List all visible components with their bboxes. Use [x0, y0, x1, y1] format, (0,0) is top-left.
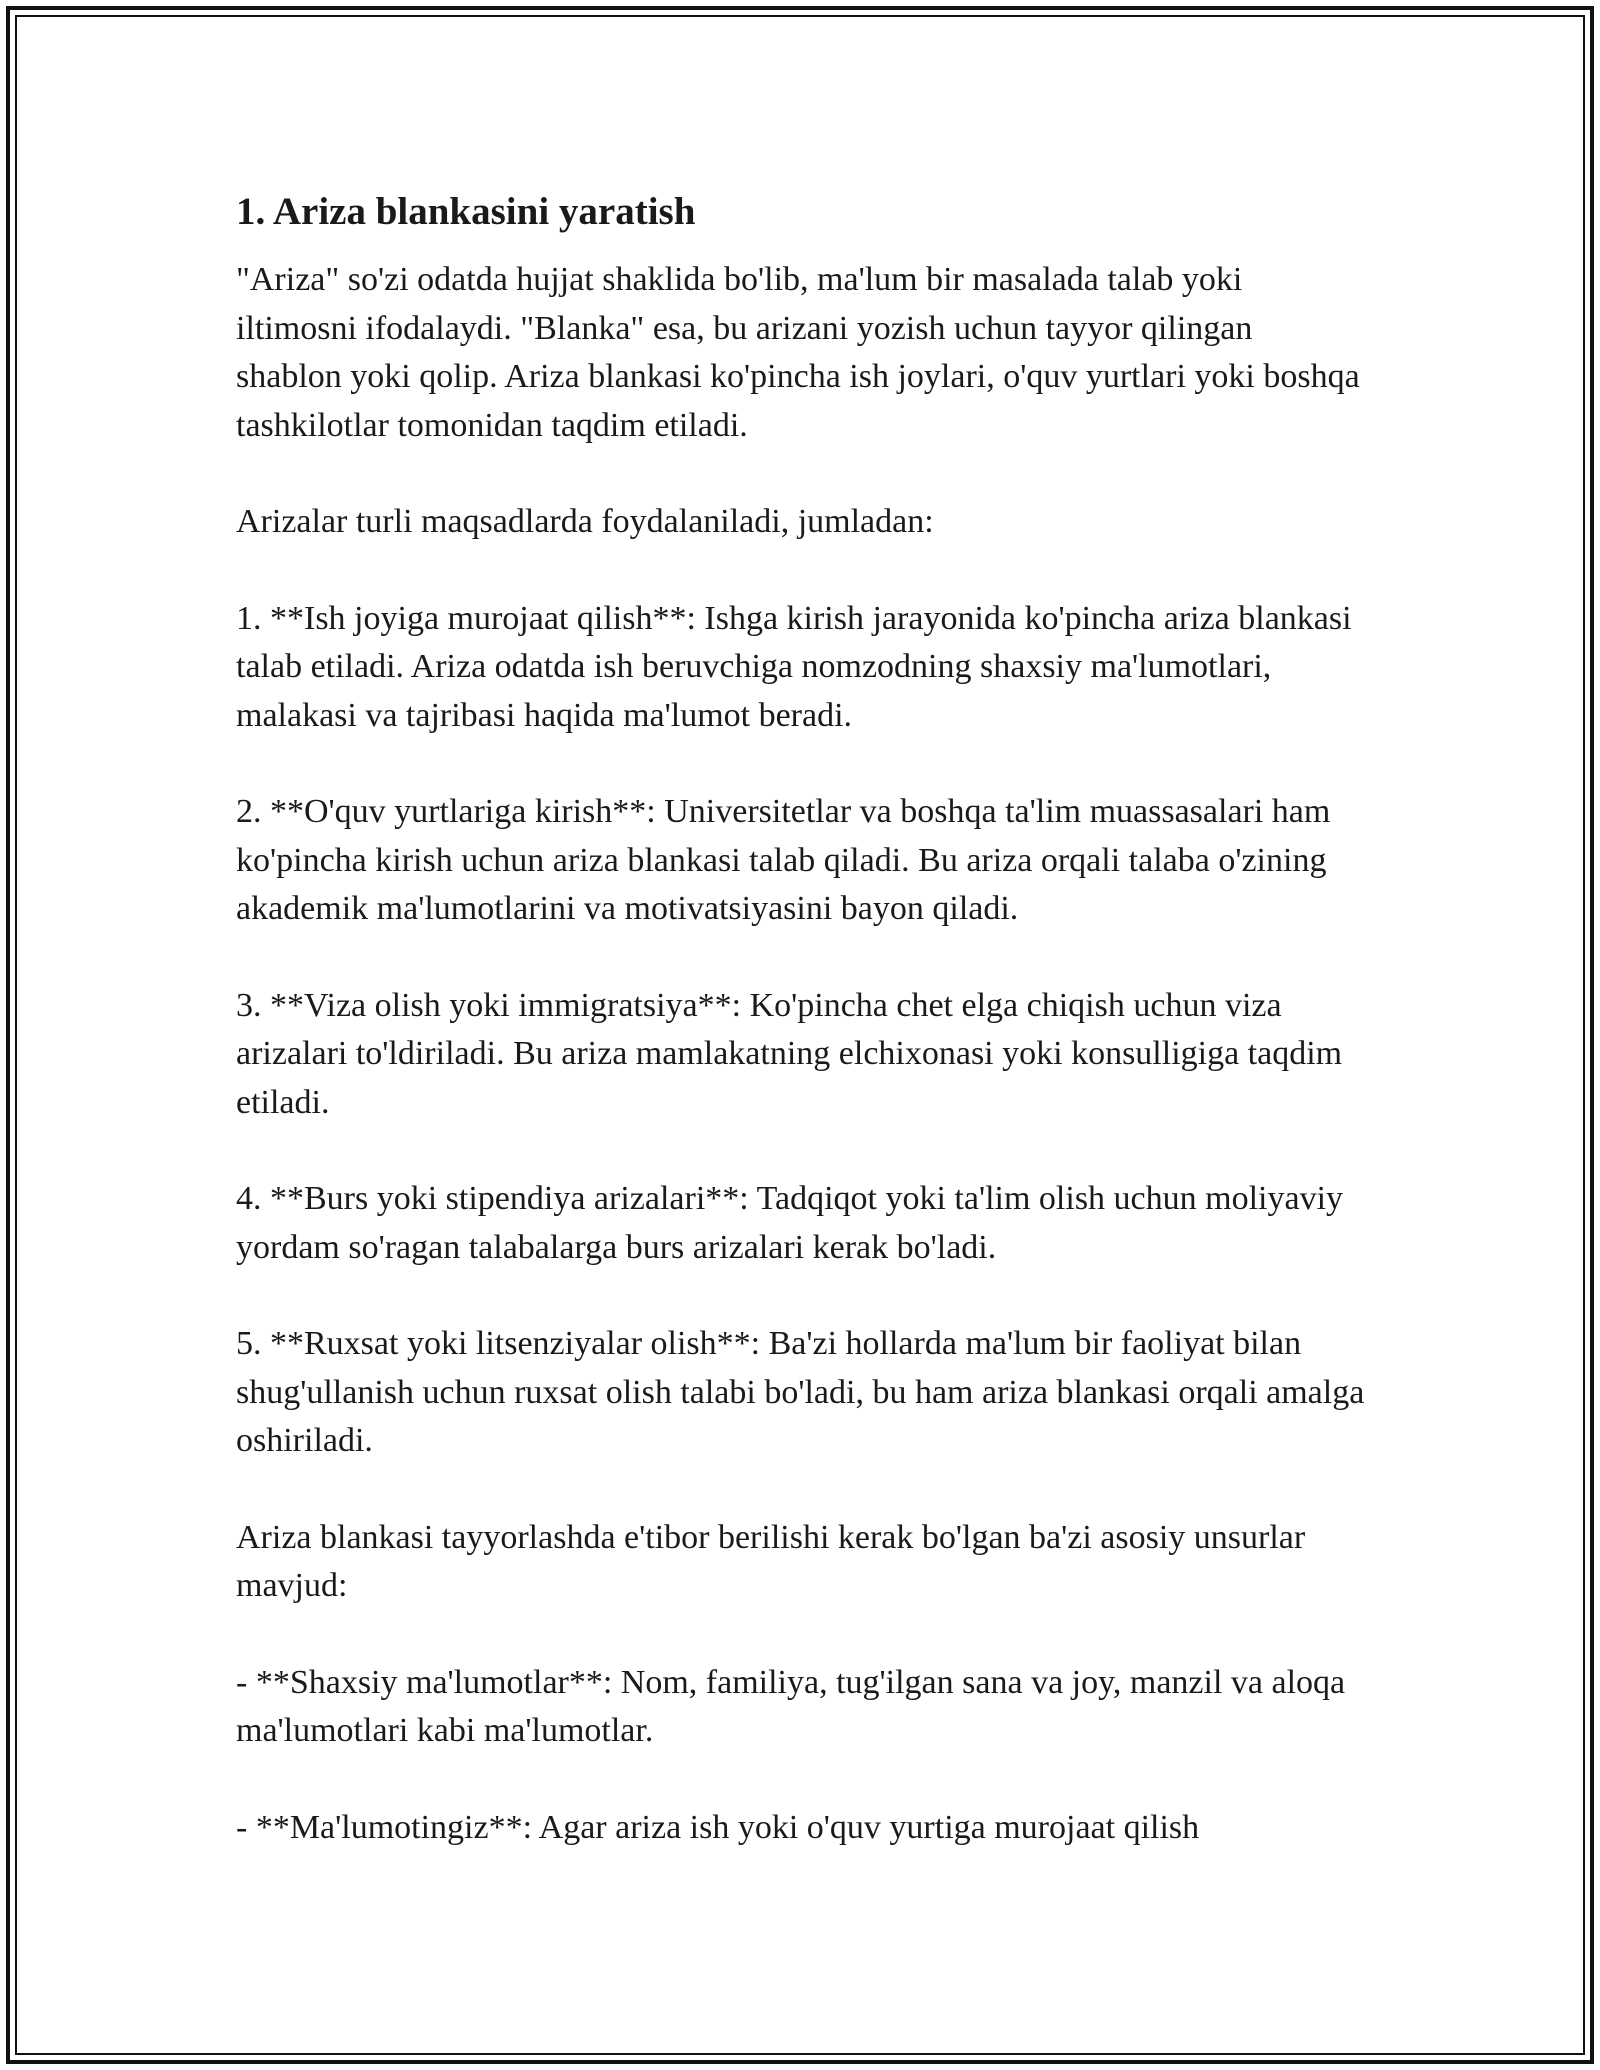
uses-lead-paragraph: Arizalar turli maqsadlarda foydalaniladi, jumladan: [236, 503, 934, 540]
list-item-visa-immigration: 3. **Viza olish yoki immigratsiya**: Ko'pincha chet elga chiqish uchun viza arizalari to'ldiriladi. Bu ariza mamlakatning elchixonasi yoki konsulligiga taqdim etiladi. [236, 986, 1343, 1121]
list-item-job-application: 1. **Ish joyiga murojaat qilish**: Ishga kirish jarayonida ko'pincha ariza blankasi talab etiladi. Ariza odatda ish beruvchiga nomzodning shaxsiy ma'lumotlari, malakasi va tajribasi haqida ma'lumot beradi. [236, 599, 1352, 734]
list-item-university-admission: 2. **O'quv yurtlariga kirish**: Universitetlar va boshqa ta'lim muassasalari ham ko'pincha kirish uchun ariza blankasi talab qiladi. Bu ariza orqali talaba o'zining akademik ma'lumotlarini va motivatsiyasini bayon qiladi. [236, 793, 1331, 927]
elements-lead-paragraph: Ariza blankasi tayyorlashda e'tibor berilishi kerak bo'lgan ba'zi asosiy unsurlar mavjud: [236, 1518, 1306, 1604]
intro-paragraph: "Ariza" so'zi odatda hujjat shaklida bo'lib, ma'lum bir masalada talab yoki iltimosni ifodalaydi. "Blanka" esa, bu arizani yozish uchun tayyor qilingan shablon yoki qolip. Ariza blankasi ko'pincha ish joylari, o'quv yurtlari yoki boshqa tashkilotlar tomonidan taqdim etiladi. [236, 261, 1360, 444]
bullet-education: - **Ma'lumotingiz**: Agar ariza ish yoki o'quv yurtiga murojaat qilish [236, 1808, 1200, 1846]
list-item-permits-licenses: 5. **Ruxsat yoki litsenziyalar olish**: Ba'zi hollarda ma'lum bir faoliyat bilan shug'ullanish uchun ruxsat olish talabi bo'ladi, bu ham ariza blankasi orqali amalga oshiriladi. [236, 1325, 1365, 1459]
section-heading: 1. Ariza blankasini yaratish [236, 190, 696, 233]
list-item-scholarship: 4. **Burs yoki stipendiya arizalari**: Tadqiqot yoki ta'lim olish uchun moliyaviy yordam so'ragan talabalarga burs arizalari kerak bo'ladi. [236, 1180, 1344, 1266]
bullet-personal-data: - **Shaxsiy ma'lumotlar**: Nom, familiya, tug'ilgan sana va joy, manzil va aloqa ma'lumotlari kabi ma'lumotlar. [236, 1663, 1346, 1749]
document-body [236, 186, 1366, 1900]
